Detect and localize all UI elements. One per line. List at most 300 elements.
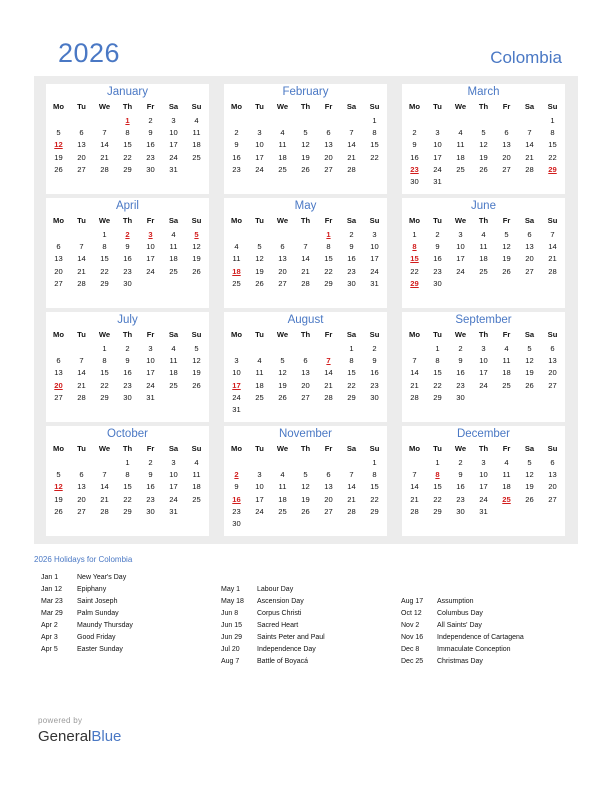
weekday-header: Fr: [146, 330, 155, 339]
day-cell: 7: [79, 356, 84, 366]
holiday-day-cell: 1: [326, 230, 331, 239]
weekday-header: Su: [547, 216, 558, 225]
day-cell: 6: [280, 242, 285, 252]
day-cell: 10: [169, 470, 178, 480]
day-cell: 20: [525, 254, 534, 264]
weekday-header: Tu: [255, 216, 264, 225]
day-cell: 12: [278, 368, 287, 378]
holiday-date: Aug 7: [221, 658, 240, 665]
day-cell: 29: [100, 392, 109, 402]
day-cell: 1: [372, 116, 377, 125]
day-cell: 28: [77, 392, 86, 402]
weekday-header: Sa: [346, 330, 357, 339]
day-cell: 25: [278, 506, 287, 516]
day-cell: 30: [456, 506, 465, 516]
day-cell: 29: [433, 392, 442, 402]
day-cell: 5: [527, 344, 532, 353]
day-cell: 21: [100, 494, 109, 504]
holiday-name: Saint Joseph: [77, 598, 118, 605]
day-cell: 7: [349, 470, 354, 480]
day-cell: 8: [372, 128, 377, 138]
day-cell: 13: [324, 482, 333, 492]
day-cell: 2: [234, 128, 239, 138]
day-cell: 12: [255, 254, 264, 264]
day-cell: 7: [303, 242, 308, 252]
weekday-header: Sa: [524, 330, 535, 339]
day-cell: 30: [456, 392, 465, 402]
weekday-header: We: [98, 216, 111, 225]
day-cell: 15: [100, 254, 109, 264]
day-cell: 4: [194, 116, 199, 125]
weekday-header: Mo: [231, 330, 242, 339]
month-june: [402, 198, 565, 308]
day-cell: 26: [525, 380, 534, 390]
holiday-date: Dec 8: [401, 646, 420, 653]
day-cell: 26: [278, 392, 287, 402]
day-cell: 29: [347, 392, 356, 402]
month-name: January: [107, 86, 148, 98]
day-cell: 4: [481, 230, 486, 239]
day-cell: 17: [146, 368, 155, 378]
day-cell: 2: [349, 230, 354, 239]
day-cell: 23: [433, 266, 442, 276]
holiday-date: May 18: [221, 598, 244, 605]
day-cell: 9: [349, 242, 354, 252]
day-cell: 19: [255, 266, 264, 276]
day-cell: 27: [324, 164, 333, 174]
day-cell: 19: [54, 152, 63, 162]
day-cell: 15: [324, 254, 333, 264]
day-cell: 31: [146, 392, 155, 402]
weekday-header: Fr: [502, 216, 511, 225]
day-cell: 21: [77, 266, 86, 276]
day-cell: 28: [347, 506, 356, 516]
weekday-header: We: [98, 330, 111, 339]
month-name: November: [278, 428, 333, 440]
day-cell: 4: [280, 128, 285, 138]
day-cell: 3: [171, 116, 176, 125]
weekday-header: Mo: [53, 102, 64, 111]
day-cell: 4: [257, 356, 262, 366]
day-cell: 11: [502, 356, 511, 366]
day-cell: 16: [456, 482, 465, 492]
day-cell: 10: [370, 242, 379, 252]
weekday-header: Fr: [146, 102, 155, 111]
day-cell: 13: [54, 254, 63, 264]
day-cell: 6: [326, 128, 331, 138]
day-cell: 21: [410, 494, 419, 504]
day-cell: 4: [194, 458, 199, 467]
day-cell: 27: [54, 278, 63, 288]
holiday-name: Easter Sunday: [77, 646, 123, 653]
weekday-header: Mo: [409, 330, 420, 339]
day-cell: 27: [525, 266, 534, 276]
day-cell: 5: [194, 344, 199, 353]
day-cell: 26: [502, 266, 511, 276]
holiday-day-cell: 16: [232, 494, 241, 504]
weekday-header: Th: [478, 216, 489, 225]
weekday-header: Tu: [433, 444, 442, 453]
day-cell: 19: [278, 380, 287, 390]
day-cell: 20: [324, 494, 333, 504]
day-cell: 3: [257, 128, 262, 138]
weekday-header: Su: [369, 444, 380, 453]
day-cell: 12: [301, 482, 310, 492]
day-cell: 19: [502, 254, 511, 264]
day-cell: 14: [77, 254, 86, 264]
day-cell: 17: [169, 140, 178, 150]
day-cell: 25: [169, 266, 178, 276]
day-cell: 9: [458, 356, 463, 366]
day-cell: 8: [125, 470, 130, 480]
day-cell: 3: [481, 344, 486, 353]
day-cell: 8: [102, 242, 107, 252]
day-cell: 19: [192, 254, 201, 264]
day-cell: 23: [232, 164, 241, 174]
day-cell: 24: [146, 266, 155, 276]
day-cell: 11: [169, 242, 178, 252]
day-cell: 31: [370, 278, 379, 288]
weekday-header: Mo: [409, 216, 420, 225]
weekday-header: We: [454, 330, 467, 339]
day-cell: 6: [550, 458, 555, 467]
weekday-header: Mo: [231, 444, 242, 453]
day-cell: 20: [77, 152, 86, 162]
day-cell: 21: [347, 494, 356, 504]
day-cell: 25: [479, 266, 488, 276]
holiday-name: All Saints' Day: [437, 622, 482, 629]
day-cell: 5: [481, 128, 486, 138]
day-cell: 15: [433, 368, 442, 378]
month-name: July: [117, 314, 138, 326]
day-cell: 26: [301, 506, 310, 516]
day-cell: 16: [347, 254, 356, 264]
day-cell: 23: [347, 266, 356, 276]
holiday-name: Christmas Day: [437, 658, 483, 665]
day-cell: 14: [347, 140, 356, 150]
weekday-header: We: [276, 444, 289, 453]
day-cell: 17: [255, 152, 264, 162]
weekday-header: Su: [191, 330, 202, 339]
day-cell: 28: [525, 164, 534, 174]
holiday-day-cell: 1: [125, 116, 130, 125]
day-cell: 24: [255, 506, 264, 516]
day-cell: 6: [79, 128, 84, 138]
day-cell: 17: [456, 254, 465, 264]
day-cell: 9: [125, 242, 130, 252]
day-cell: 29: [100, 278, 109, 288]
day-cell: 30: [146, 506, 155, 516]
day-cell: 24: [146, 380, 155, 390]
weekday-header: Su: [191, 216, 202, 225]
holiday-date: Mar 23: [41, 598, 63, 605]
day-cell: 1: [102, 344, 107, 353]
holiday-name: Independence Day: [257, 646, 316, 653]
weekday-header: Tu: [433, 330, 442, 339]
day-cell: 9: [148, 470, 153, 480]
day-cell: 28: [100, 164, 109, 174]
day-cell: 15: [347, 368, 356, 378]
day-cell: 5: [504, 230, 509, 239]
day-cell: 29: [433, 506, 442, 516]
holiday-day-cell: 29: [548, 164, 557, 174]
brand-general: General: [38, 728, 92, 745]
day-cell: 31: [433, 177, 442, 186]
holiday-name: Corpus Christi: [257, 610, 302, 617]
day-cell: 5: [527, 458, 532, 467]
weekday-header: Sa: [524, 216, 535, 225]
day-cell: 12: [525, 356, 534, 366]
day-cell: 16: [370, 368, 379, 378]
day-cell: 19: [525, 482, 534, 492]
day-cell: 14: [410, 482, 419, 492]
day-cell: 17: [169, 482, 178, 492]
weekday-header: Mo: [231, 102, 242, 111]
holiday-name: Assumption: [437, 598, 474, 605]
weekday-header: Th: [300, 102, 311, 111]
weekday-header: Tu: [77, 102, 86, 111]
day-cell: 13: [324, 140, 333, 150]
month-name: May: [294, 200, 317, 212]
day-cell: 16: [456, 368, 465, 378]
day-cell: 13: [278, 254, 287, 264]
day-cell: 27: [77, 164, 86, 174]
day-cell: 16: [232, 152, 241, 162]
day-cell: 1: [435, 458, 440, 467]
day-cell: 30: [347, 278, 356, 288]
day-cell: 27: [548, 380, 557, 390]
brand-blue: Blue: [91, 728, 122, 745]
day-cell: 3: [458, 230, 463, 239]
day-cell: 11: [278, 140, 287, 150]
day-cell: 13: [54, 368, 63, 378]
month-name: March: [467, 86, 500, 98]
weekday-header: Mo: [53, 330, 64, 339]
day-cell: 30: [410, 177, 419, 186]
day-cell: 22: [123, 494, 132, 504]
day-cell: 2: [148, 116, 153, 125]
day-cell: 8: [550, 128, 555, 138]
holiday-name: Palm Sunday: [77, 610, 119, 617]
day-cell: 21: [548, 254, 557, 264]
day-cell: 18: [278, 152, 287, 162]
day-cell: 21: [100, 152, 109, 162]
month-february: [224, 84, 387, 194]
day-cell: 11: [255, 368, 264, 378]
weekday-header: Mo: [53, 216, 64, 225]
day-cell: 27: [278, 278, 287, 288]
day-cell: 17: [479, 368, 488, 378]
day-cell: 29: [370, 506, 379, 516]
day-cell: 24: [370, 266, 379, 276]
day-cell: 9: [435, 242, 440, 252]
weekday-header: Th: [478, 330, 489, 339]
day-cell: 18: [169, 254, 178, 264]
day-cell: 30: [123, 392, 132, 402]
day-cell: 3: [148, 344, 153, 353]
month-december: [402, 426, 565, 536]
weekday-header: We: [454, 444, 467, 453]
day-cell: 30: [123, 278, 132, 288]
weekday-header: Th: [300, 444, 311, 453]
day-cell: 10: [146, 242, 155, 252]
day-cell: 25: [169, 380, 178, 390]
holiday-day-cell: 17: [232, 380, 241, 390]
day-cell: 6: [79, 470, 84, 480]
day-cell: 28: [77, 278, 86, 288]
day-cell: 27: [301, 392, 310, 402]
day-cell: 22: [370, 494, 379, 504]
day-cell: 21: [301, 266, 310, 276]
weekday-header: Mo: [409, 102, 420, 111]
day-cell: 22: [433, 494, 442, 504]
day-cell: 27: [502, 164, 511, 174]
day-cell: 3: [171, 458, 176, 467]
weekday-header: Tu: [433, 216, 442, 225]
weekday-header: Sa: [346, 216, 357, 225]
holiday-day-cell: 5: [194, 230, 199, 239]
day-cell: 19: [192, 368, 201, 378]
day-cell: 23: [123, 266, 132, 276]
day-cell: 3: [257, 470, 262, 480]
weekday-header: We: [276, 330, 289, 339]
day-cell: 28: [100, 506, 109, 516]
day-cell: 2: [458, 344, 463, 353]
day-cell: 23: [146, 494, 155, 504]
holiday-day-cell: 25: [502, 494, 511, 504]
weekday-header: Su: [547, 102, 558, 111]
day-cell: 27: [324, 506, 333, 516]
weekday-header: We: [454, 216, 467, 225]
day-cell: 8: [372, 470, 377, 480]
weekday-header: Mo: [231, 216, 242, 225]
day-cell: 2: [458, 458, 463, 467]
day-cell: 5: [56, 128, 61, 138]
weekday-header: Tu: [255, 102, 264, 111]
holiday-day-cell: 12: [54, 482, 63, 492]
day-cell: 22: [324, 266, 333, 276]
day-cell: 18: [192, 140, 201, 150]
weekday-header: Th: [300, 216, 311, 225]
day-cell: 3: [234, 356, 239, 366]
day-cell: 10: [255, 140, 264, 150]
day-cell: 4: [504, 344, 509, 353]
holidays-title: 2026 Holidays for Colombia: [34, 555, 133, 564]
day-cell: 11: [479, 242, 488, 252]
day-cell: 2: [372, 344, 377, 353]
weekday-header: Th: [122, 102, 133, 111]
day-cell: 21: [324, 380, 333, 390]
weekday-header: Su: [369, 216, 380, 225]
holiday-date: Jun 29: [221, 634, 243, 641]
day-cell: 4: [458, 128, 463, 138]
day-cell: 6: [550, 344, 555, 353]
weekday-header: Fr: [146, 444, 155, 453]
day-cell: 5: [303, 470, 308, 480]
weekday-header: Mo: [409, 444, 420, 453]
day-cell: 17: [255, 494, 264, 504]
day-cell: 7: [102, 128, 107, 138]
day-cell: 3: [435, 128, 440, 138]
holiday-date: Jun 15: [221, 622, 243, 629]
month-july: [46, 312, 209, 422]
day-cell: 21: [77, 380, 86, 390]
day-cell: 1: [349, 344, 354, 353]
day-cell: 5: [280, 356, 285, 366]
day-cell: 29: [123, 506, 132, 516]
month-november: [224, 426, 387, 536]
day-cell: 15: [370, 140, 379, 150]
day-cell: 23: [370, 380, 379, 390]
day-cell: 8: [435, 356, 440, 366]
day-cell: 14: [77, 368, 86, 378]
day-cell: 24: [255, 164, 264, 174]
day-cell: 20: [278, 266, 287, 276]
day-cell: 1: [412, 230, 417, 239]
day-cell: 19: [54, 494, 63, 504]
day-cell: 1: [550, 116, 555, 125]
weekday-header: Sa: [524, 102, 535, 111]
day-cell: 24: [433, 164, 442, 174]
day-cell: 2: [435, 230, 440, 239]
weekday-header: Su: [547, 444, 558, 453]
day-cell: 9: [148, 128, 153, 138]
day-cell: 12: [192, 242, 201, 252]
day-cell: 5: [56, 470, 61, 480]
day-cell: 26: [192, 380, 201, 390]
holiday-day-cell: 7: [326, 356, 331, 366]
day-cell: 10: [146, 356, 155, 366]
day-cell: 26: [54, 506, 63, 516]
holiday-name: Saints Peter and Paul: [257, 634, 325, 641]
day-cell: 17: [433, 152, 442, 162]
day-cell: 30: [433, 278, 442, 288]
weekday-header: Fr: [146, 216, 155, 225]
day-cell: 23: [456, 494, 465, 504]
day-cell: 16: [146, 482, 155, 492]
holiday-day-cell: 20: [54, 380, 63, 390]
day-cell: 16: [123, 254, 132, 264]
day-cell: 10: [255, 482, 264, 492]
day-cell: 25: [502, 380, 511, 390]
powered-by-text: powered by: [38, 716, 83, 725]
generalblue-logo: [38, 728, 121, 745]
holiday-date: Jan 1: [41, 574, 59, 581]
year-title: 2026: [58, 38, 121, 68]
day-cell: 22: [123, 152, 132, 162]
day-cell: 15: [433, 482, 442, 492]
day-cell: 14: [301, 254, 310, 264]
day-cell: 9: [125, 356, 130, 366]
weekday-header: Su: [369, 102, 380, 111]
day-cell: 14: [548, 242, 557, 252]
day-cell: 16: [410, 152, 419, 162]
day-cell: 7: [412, 470, 417, 480]
weekday-header: Th: [122, 330, 133, 339]
day-cell: 4: [171, 344, 176, 353]
day-cell: 14: [525, 140, 534, 150]
day-cell: 26: [301, 164, 310, 174]
month-may: [224, 198, 387, 308]
day-cell: 11: [502, 470, 511, 480]
day-cell: 28: [324, 392, 333, 402]
day-cell: 16: [433, 254, 442, 264]
day-cell: 18: [278, 494, 287, 504]
month-september: [402, 312, 565, 422]
day-cell: 6: [527, 230, 532, 239]
day-cell: 12: [192, 356, 201, 366]
day-cell: 25: [192, 152, 201, 162]
